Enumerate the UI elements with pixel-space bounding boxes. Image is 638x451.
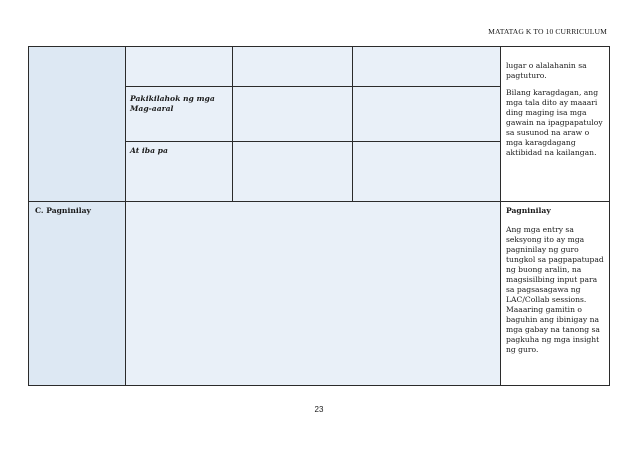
notes-paragraph: Bilang karagdagan, ang mga tala dito ay maaari ding maging isa mga gawain na ipagpapatuloy sa susunod na araw o mga karagdagang aktibidad na kailangan. bbox=[506, 88, 603, 157]
reflection-heading: Pagninilay bbox=[506, 206, 551, 215]
notes-paragraph: lugar o alalahanin sa pagtuturo. bbox=[506, 61, 587, 80]
reflection-body: Ang mga entry sa seksyong ito ay mga pagninilay ng guro tungkol sa pagpapatupad ng buong aralin, na magsisilbing input para sa pagsasagawa ng LAC/Collab sessions. Maaaring gamitin o baguhin ang ibinigay na mga gabay na tanong sa pagkuha ng mga insight ng guro. bbox=[506, 225, 604, 354]
page-number: 23 bbox=[314, 405, 324, 414]
section-label: C. Pagninilay bbox=[35, 206, 91, 215]
participation-label: Pakikilahok ng mga Mag-aaral bbox=[130, 94, 215, 113]
section-column bbox=[29, 47, 125, 385]
divider bbox=[29, 201, 609, 202]
notes-column bbox=[506, 61, 606, 165]
divider bbox=[125, 141, 500, 142]
divider bbox=[125, 86, 500, 87]
divider bbox=[500, 47, 501, 385]
divider bbox=[352, 47, 353, 201]
lesson-plan-table bbox=[28, 46, 610, 386]
reflection-content-cell bbox=[125, 202, 500, 385]
divider bbox=[232, 47, 233, 201]
reflection-column bbox=[506, 206, 606, 362]
page-header: MATATAG K TO 10 CURRICULUM bbox=[488, 27, 607, 36]
top-block bbox=[125, 47, 500, 201]
divider bbox=[125, 47, 126, 385]
others-label: At iba pa bbox=[130, 146, 168, 155]
